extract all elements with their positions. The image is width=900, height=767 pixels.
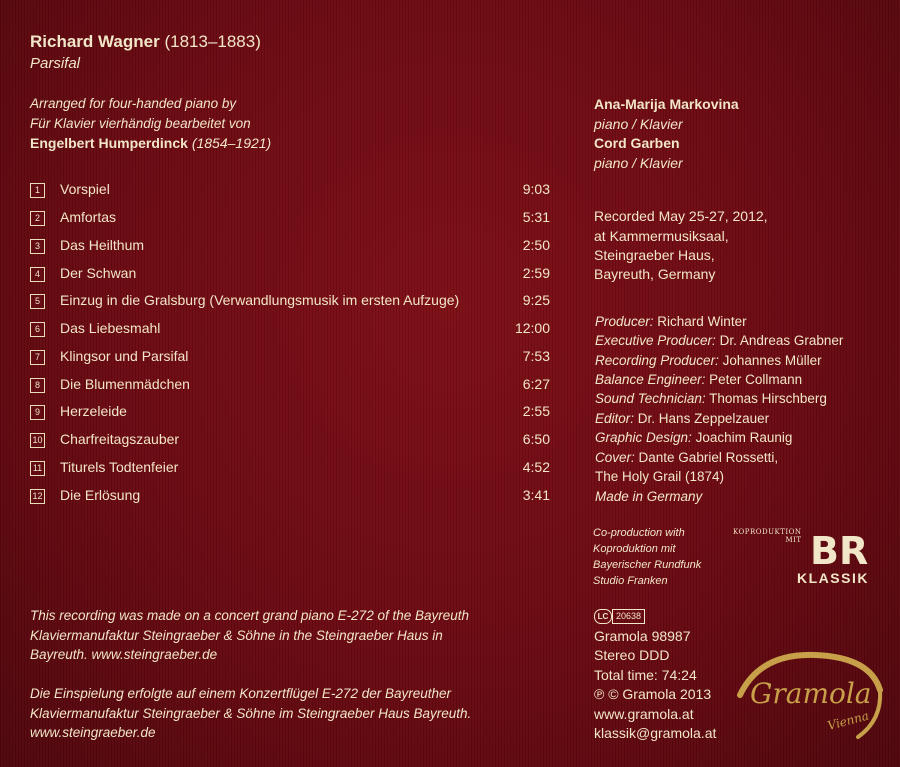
track-number: 2 [30, 211, 45, 226]
track-row [30, 292, 550, 312]
track-title: Die Erlösung [60, 487, 141, 503]
composer-name: Richard Wagner [30, 32, 160, 51]
arrangement-line-de: Für Klavier vierhändig bearbeitet von [30, 116, 251, 131]
track-number: 5 [30, 294, 45, 309]
arranger-line [30, 135, 271, 151]
track-number: 7 [30, 350, 45, 365]
credit-role: Editor: [595, 411, 635, 426]
credit-name: Dr. Hans Zeppelzauer [637, 411, 770, 426]
track-title: Titurels Todtenfeier [60, 459, 179, 475]
track-time: 2:55 [522, 403, 550, 419]
credit-line [595, 372, 802, 387]
track-number: 10 [30, 433, 45, 448]
credit-line [595, 411, 769, 426]
track-time: 7:53 [522, 348, 550, 364]
credit-line [595, 450, 778, 465]
coproduction-line: Bayerischer Rundfunk [593, 559, 702, 571]
track-time: 2:59 [522, 265, 550, 281]
credit-line [595, 430, 792, 445]
track-row [30, 403, 550, 423]
br-klassik-label: KLASSIK [797, 570, 869, 586]
track-number: 11 [30, 461, 45, 476]
credit-role: Cover: [595, 450, 635, 465]
track-time: 12:00 [514, 320, 550, 336]
credit-role: Executive Producer: [595, 333, 716, 348]
credit-name: Richard Winter [657, 314, 747, 329]
total-time: Total time: 74:24 [594, 667, 697, 683]
website-link[interactable]: www.gramola.at [594, 706, 694, 722]
coproduction-line: Co-production with [593, 527, 685, 539]
credit-role: Producer: [595, 314, 654, 329]
composer-dates: (1813–1883) [164, 32, 261, 51]
track-title: Das Heilthum [60, 237, 145, 253]
email-link[interactable]: klassik@gramola.at [594, 725, 717, 741]
track-row [30, 181, 550, 201]
track-row [30, 431, 550, 451]
track-time: 6:50 [522, 431, 550, 447]
work-title: Parsifal [30, 55, 81, 72]
made-in: Made in Germany [595, 489, 703, 504]
credit-name: Thomas Hirschberg [709, 391, 827, 406]
track-title: Klingsor und Parsifal [60, 348, 189, 364]
credit-name: Dr. Andreas Grabner [719, 333, 844, 348]
credit-name: Joachim Raunig [695, 430, 793, 445]
audio-format: Stereo DDD [594, 647, 670, 663]
composer-line [30, 32, 261, 52]
credit-line [595, 333, 843, 348]
credit-role: Graphic Design: [595, 430, 692, 445]
credit-line [595, 353, 822, 368]
track-row [30, 459, 550, 479]
track-number: 9 [30, 405, 45, 420]
track-time: 9:03 [522, 181, 550, 197]
track-time: 9:25 [522, 292, 550, 308]
track-title: Charfreitagszauber [60, 431, 180, 447]
lc-badge: LC [594, 609, 612, 624]
track-time: 2:50 [522, 237, 550, 253]
credit-line [595, 391, 827, 406]
arranger-name: Engelbert Humperdinck [30, 135, 188, 151]
note-en-line: This recording was made on a concert grand piano E-272 of the Bayreuth [30, 608, 470, 623]
track-number: 6 [30, 322, 45, 337]
coproduction-line: Studio Franken [593, 575, 668, 587]
br-small-line: MIT [785, 536, 802, 544]
track-time: 5:31 [522, 209, 550, 225]
track-time: 3:41 [522, 487, 550, 503]
track-row [30, 320, 550, 340]
track-title: Der Schwan [60, 265, 137, 281]
track-row [30, 209, 550, 229]
track-number: 8 [30, 378, 45, 393]
performer-role: piano / Klavier [594, 155, 683, 171]
track-number: 1 [30, 183, 45, 198]
recording-line: Recorded May 25-27, 2012, [594, 208, 768, 224]
copyright: ℗ © Gramola 2013 [594, 686, 712, 702]
br-small-line: KOPRODUKTION [733, 528, 802, 536]
track-title: Amfortas [60, 209, 117, 225]
credit-name: Dante Gabriel Rossetti, [638, 450, 779, 465]
note-en-line: Bayreuth. www.steingraeber.de [30, 647, 218, 662]
performer-name: Cord Garben [594, 135, 680, 151]
performer-name: Ana-Marija Markovina [594, 96, 739, 112]
br-logo-text: BR [810, 529, 869, 573]
track-row [30, 348, 550, 368]
arranger-dates: (1854–1921) [191, 135, 272, 151]
note-de-line: Klaviermanufaktur Steingraeber & Söhne im Steingraeber Haus Bayreuth. [30, 706, 472, 721]
credit-role: Sound Technician: [595, 391, 706, 406]
track-row [30, 265, 550, 285]
recording-line: Steingraeber Haus, [594, 247, 715, 263]
note-de-line: Die Einspielung erfolgte auf einem Konzertflügel E-272 der Bayreuther [30, 686, 451, 701]
lc-number: 20638 [612, 609, 645, 624]
logo-city: Vienna [826, 708, 871, 733]
label-code [594, 609, 645, 624]
br-koproduktion-label [733, 528, 802, 544]
cover-title: The Holy Grail (1874) [595, 469, 725, 484]
recording-line: Bayreuth, Germany [594, 266, 716, 282]
performer-role: piano / Klavier [594, 116, 683, 132]
credit-role: Balance Engineer: [595, 372, 706, 387]
credit-line [595, 314, 747, 329]
br-logo-icon [808, 528, 869, 573]
arrangement-line-en: Arranged for four-handed piano by [30, 96, 237, 111]
logo-name: Gramola [750, 677, 872, 710]
track-row [30, 487, 550, 507]
credit-name: Peter Collmann [709, 372, 803, 387]
track-title: Die Blumenmädchen [60, 376, 190, 392]
track-time: 6:27 [522, 376, 550, 392]
recording-line: at Kammermusiksaal, [594, 228, 729, 244]
note-de-line: www.steingraeber.de [30, 725, 156, 740]
gramola-logo-icon [730, 645, 890, 745]
credit-role: Recording Producer: [595, 353, 719, 368]
credit-name: Johannes Müller [722, 353, 822, 368]
track-title: Einzug in die Gralsburg (Verwandlungsmusik im ersten Aufzuge) [60, 292, 460, 308]
track-number: 4 [30, 267, 45, 282]
track-number: 3 [30, 239, 45, 254]
catalog-number: Gramola 98987 [594, 628, 691, 644]
track-title: Das Liebesmahl [60, 320, 161, 336]
track-title: Vorspiel [60, 181, 110, 197]
track-number: 12 [30, 489, 45, 504]
track-time: 4:52 [522, 459, 550, 475]
note-en-line: Klaviermanufaktur Steingraeber & Söhne in the Steingraeber Haus in [30, 628, 443, 643]
track-row [30, 237, 550, 257]
track-row [30, 376, 550, 396]
coproduction-line: Koproduktion mit [593, 543, 676, 555]
track-title: Herzeleide [60, 403, 127, 419]
